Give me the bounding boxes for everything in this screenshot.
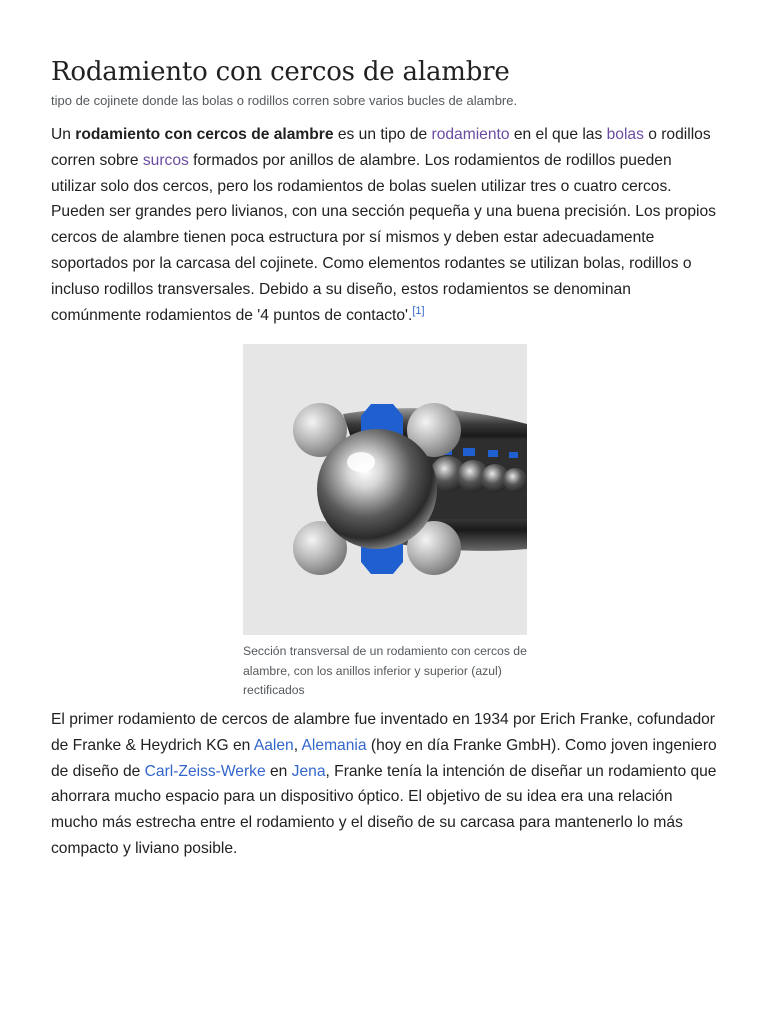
text: , [293, 736, 302, 754]
link-alemania[interactable]: Alemania [301, 736, 367, 754]
text: en [265, 762, 292, 780]
figure [243, 344, 527, 701]
text: formados por anillos de alambre. Los rodamientos de rodillos pueden utilizar solo dos cercos, pero los rodamientos de bolas suelen utilizar tres o cuatro cercos. Pueden ser grandes pero livianos, con una sección pequeña y una buena precisión. Los propios cercos de alambre tienen poca estructura por sí mismos y deben estar adecuadamente soportados por la carcasa del cojinete. Como elementos rodantes se utilizan bolas, rodillos o incluso rodillos transversales. Debido a su diseño, estos rodamientos se denominan comúnmente rodamientos de '4 puntos de contacto'. [51, 151, 716, 324]
text: en el que las [509, 126, 607, 143]
link-bolas[interactable]: bolas [606, 126, 644, 143]
link-rodamiento[interactable]: rodamiento [431, 126, 510, 143]
bearing-illustration [243, 344, 527, 635]
text: o rodillos corren sobre [51, 126, 711, 169]
link-aalen[interactable]: Aalen [253, 736, 294, 754]
text: Un [51, 126, 76, 143]
main-ball [317, 429, 437, 549]
text: , Franke tenía la intención de diseñar un rodamiento que ahorrara mucho espacio para un dispositivo óptico. El objetivo de su idea era una relación mucho más estrecha entre el rodamiento y el diseño de su carcasa para mantenerlo lo más compacto y liviano posible. [51, 762, 717, 857]
history-paragraph [51, 707, 721, 862]
figure-caption: Sección transversal de un rodamiento con cercos de alambre, con los anillos inferior y superior (azul) rectificados [243, 644, 527, 697]
text: es un tipo de [333, 126, 432, 143]
link-carl-zeiss-werke[interactable]: Carl-Zeiss-Werke [144, 762, 266, 780]
text: El primer rodamiento de cercos de alambre fue inventado en 1934 por Erich Franke, cofundador de Franke & Heydrich KG en [51, 711, 715, 754]
page-title: Rodamiento con cercos de alambre [51, 57, 510, 87]
text: (hoy en día Franke GmbH). Como joven ingeniero de diseño de [51, 736, 717, 780]
bearing-cross-section-image[interactable] [243, 344, 527, 635]
link-jena[interactable]: Jena [291, 762, 326, 780]
link-surcos[interactable]: surcos [142, 151, 189, 169]
bold-term: rodamiento con cercos de alambre [75, 126, 334, 143]
intro-paragraph [51, 122, 721, 328]
page-subtitle: tipo de cojinete donde las bolas o rodillos corren sobre varios bucles de alambre. [51, 93, 518, 108]
reference-link-1[interactable]: [1] [412, 304, 425, 317]
